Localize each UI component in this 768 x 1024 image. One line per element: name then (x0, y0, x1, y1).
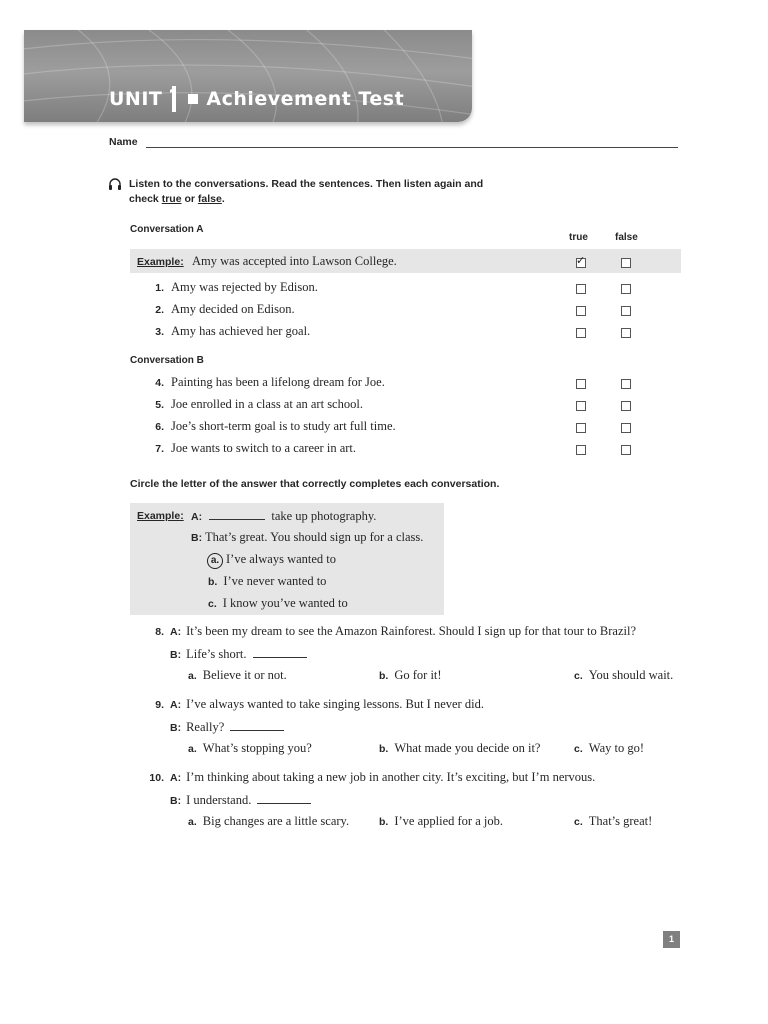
item-number: 5. (155, 399, 164, 411)
column-true-heading: true (569, 232, 588, 243)
statement-row (130, 441, 681, 461)
option-letter: b. (379, 743, 389, 755)
answer-blank (209, 508, 265, 520)
instructions-or-word: or (184, 193, 195, 205)
answer-blank (230, 719, 284, 731)
checkmark-icon: ✓ (576, 254, 586, 267)
test-title: Achievement Test (206, 88, 405, 110)
example-option (207, 574, 326, 592)
checkbox-true[interactable] (576, 306, 586, 316)
example-option (207, 552, 336, 570)
checkbox-false[interactable] (621, 306, 631, 316)
speaker-a-text: I’ve always wanted to take singing lessons. But I never did. (186, 697, 484, 711)
answer-option[interactable] (574, 668, 673, 686)
option-letter: c. (208, 598, 217, 610)
speaker-b-text: Really? (186, 720, 225, 734)
example-row (130, 254, 681, 274)
question-line-a (170, 624, 636, 642)
example-a-text: take up photography. (271, 509, 377, 523)
square-bullet-icon (188, 94, 198, 104)
option-text: That’s great! (588, 814, 653, 828)
option-text: I’ve always wanted to (226, 552, 337, 566)
name-field[interactable] (146, 136, 678, 148)
checkbox-true[interactable] (576, 423, 586, 433)
example-line-a (191, 508, 376, 526)
option-letter: b. (379, 670, 389, 682)
unit-label: UNIT (109, 88, 163, 110)
speaker-b-text: Life’s short. (186, 647, 247, 661)
checkbox-false[interactable] (621, 423, 631, 433)
speaker-b-text: I understand. (186, 793, 252, 807)
option-letter: c. (574, 743, 583, 755)
answer-option[interactable] (188, 741, 312, 759)
question-number: 8. (155, 626, 164, 638)
statement-row (130, 375, 681, 395)
option-text: What’s stopping you? (202, 741, 312, 755)
instructions-true-word: true (161, 193, 182, 205)
header-banner (24, 30, 472, 122)
name-label: Name (109, 136, 138, 148)
option-text: Big changes are a little scary. (202, 814, 350, 828)
example2-label: Example: (137, 510, 184, 522)
option-text: I’ve applied for a job. (394, 814, 503, 828)
option-letter: a. (188, 670, 197, 682)
option-text: You should wait. (588, 668, 674, 682)
speaker-b-label: B: (170, 795, 182, 807)
checkbox-true[interactable] (576, 401, 586, 411)
statement-row (130, 324, 681, 344)
instructions-text: Listen to the conversations. Read the sentences. Then listen again and (129, 178, 484, 190)
conversation-a-heading: Conversation A (130, 224, 204, 235)
statement-text: Joe wants to switch to a career in art. (171, 441, 357, 455)
speaker-a-label: A: (191, 511, 203, 523)
question-line-a (170, 770, 595, 788)
statement-text: Joe enrolled in a class at an art school. (171, 397, 363, 411)
statement-text: Amy was rejected by Edison. (171, 280, 318, 294)
option-letter: a. (188, 743, 197, 755)
checkbox-false[interactable] (621, 379, 631, 389)
checkbox-false[interactable] (621, 284, 631, 294)
column-false-heading: false (615, 232, 638, 243)
checkbox-false[interactable] (621, 328, 631, 338)
checkbox-true[interactable] (576, 284, 586, 294)
statement-text: Joe’s short-term goal is to study art full time. (171, 419, 396, 433)
answer-option[interactable] (188, 668, 287, 686)
example-label: Example: (137, 256, 184, 268)
item-number: 2. (155, 304, 164, 316)
question-line-b (170, 792, 311, 810)
statement-row (130, 397, 681, 417)
speaker-a-label: A: (170, 772, 182, 784)
answer-option[interactable] (379, 814, 503, 832)
option-text: Believe it or not. (202, 668, 287, 682)
statement-row (130, 419, 681, 439)
listening-instructions (108, 177, 528, 207)
checkbox-true[interactable] (576, 254, 586, 268)
checkbox-true[interactable] (576, 379, 586, 389)
circled-option-letter: a. (207, 553, 223, 569)
option-letter: b. (208, 576, 218, 588)
option-text: I know you’ve wanted to (222, 596, 348, 610)
option-text: Way to go! (588, 741, 644, 755)
option-letter: b. (379, 816, 389, 828)
instructions-check-word: check (129, 193, 159, 205)
headphones-icon (108, 178, 122, 191)
name-row (109, 136, 678, 148)
speaker-a-label: A: (170, 626, 182, 638)
option-text: Go for it! (394, 668, 442, 682)
question-line-b (170, 646, 307, 664)
answer-option[interactable] (379, 668, 442, 686)
statement-row (130, 280, 681, 300)
statement-text: Painting has been a lifelong dream for Joe. (171, 375, 385, 389)
page-title (109, 82, 404, 116)
speaker-a-label: A: (170, 699, 182, 711)
answer-option[interactable] (574, 741, 644, 759)
checkbox-false[interactable] (621, 401, 631, 411)
option-letter: c. (574, 816, 583, 828)
example-line-b (191, 530, 423, 548)
conversation-b-heading: Conversation B (130, 355, 204, 366)
speaker-a-text: It’s been my dream to see the Amazon Rainforest. Should I sign up for that tour to Brazil? (186, 624, 636, 638)
option-text: What made you decide on it? (394, 741, 541, 755)
item-number: 3. (155, 326, 164, 338)
answer-option[interactable] (574, 814, 652, 832)
speaker-b-label: B: (170, 722, 182, 734)
page-number: 1 (663, 931, 680, 948)
option-letter: c. (574, 670, 583, 682)
question-number: 9. (155, 699, 164, 711)
multiple-choice-instructions: Circle the letter of the answer that correctly completes each conversation. (130, 478, 500, 490)
item-number: 7. (155, 443, 164, 455)
statement-text: Amy decided on Edison. (171, 302, 295, 316)
item-number: 6. (155, 421, 164, 433)
question-line-a (170, 697, 484, 715)
statement-row (130, 302, 681, 322)
checkbox-false[interactable] (621, 445, 631, 455)
answer-option[interactable] (379, 741, 540, 759)
answer-blank (253, 646, 307, 658)
item-number: 1. (155, 282, 164, 294)
checkbox-true[interactable] (576, 445, 586, 455)
instructions-period: . (221, 193, 225, 205)
answer-blank (257, 792, 311, 804)
instructions-false-word: false (197, 193, 222, 205)
checkbox-true[interactable] (576, 328, 586, 338)
example-option (207, 596, 348, 614)
checkbox-false[interactable] (621, 258, 631, 268)
example-box (130, 503, 444, 615)
answer-option[interactable] (188, 814, 349, 832)
speaker-a-text: I’m thinking about taking a new job in another city. It’s exciting, but I’m nervous. (186, 770, 596, 784)
option-letter: a. (188, 816, 197, 828)
question-number: 10. (149, 772, 164, 784)
option-text: I’ve never wanted to (223, 574, 327, 588)
item-number: 4. (155, 377, 164, 389)
question-line-b (170, 719, 284, 737)
unit-number-glyph (170, 86, 180, 112)
example-statement: Amy was accepted into Lawson College. (192, 254, 397, 268)
statement-text: Amy has achieved her goal. (171, 324, 311, 338)
speaker-b-label: B: (191, 532, 203, 544)
example-b-text: That’s great. You should sign up for a class. (205, 530, 424, 544)
speaker-b-label: B: (170, 649, 182, 661)
